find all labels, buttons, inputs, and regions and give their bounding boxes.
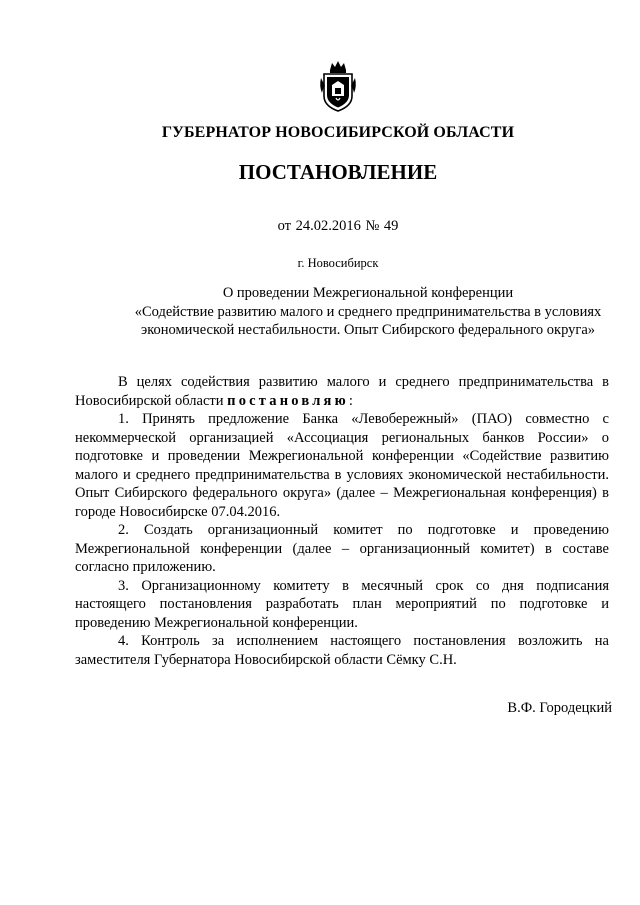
paragraph-1: 1. Принять предложение Банка «Левобережный» (ПАО) совместно с некоммерческой организацией «Ассоциация региональных банков России» о подготовке и проведении Межрегиональной конференции «Содействие развитию малого и среднего предпринимательства в условиях экономической нестабильности. Опыт Сибирского федерального округа» (далее – Межрегиональная конференция) в городе Новосибирске 07.04.2016. [75,411,609,520]
subject-line-2: «Содействие развитию малого и среднего предпринимательства в условиях [134,303,602,320]
coat-of-arms-icon [318,60,358,112]
paragraph-2: 2. Создать организационный комитет по подготовке и проведению Межрегиональной конференции (далее – организационный комитет) в составе согласно приложению. [75,522,609,575]
document-body [75,373,609,669]
paragraph-4: 4. Контроль за исполнением настоящего постановления возложить на заместителя Губернатора Новосибирской области Сёмку С.Н. [75,633,609,668]
subject-line-3: экономической нестабильности. Опыт Сибирского федерального округа» [140,322,596,338]
document-city: г. Новосибирск [297,256,379,270]
intro-end: : [348,392,353,409]
document-subject [60,284,640,340]
document-type: ПОСТАНОВЛЕНИЕ [238,160,438,184]
document-date-number: от 24.02.2016 № 49 [277,218,399,234]
paragraph-3: 3. Организационному комитету в месячный срок со дня подписания настоящего постановления разработать план мероприятий по подготовке и проведению Межрегиональной конференции. [75,577,609,631]
intro-text: В целях содействия развитию малого и среднего предпринимательства в Новосибирской области [75,374,609,409]
subject-line-1: О проведении Межрегиональной конференции [222,285,514,301]
decree-word: постановляю [227,392,349,409]
intro-paragraph [75,373,609,410]
signature-name: В.Ф. Городецкий [507,700,612,716]
issuer-title: ГУБЕРНАТОР НОВОСИБИРСКОЙ ОБЛАСТИ [161,124,515,141]
